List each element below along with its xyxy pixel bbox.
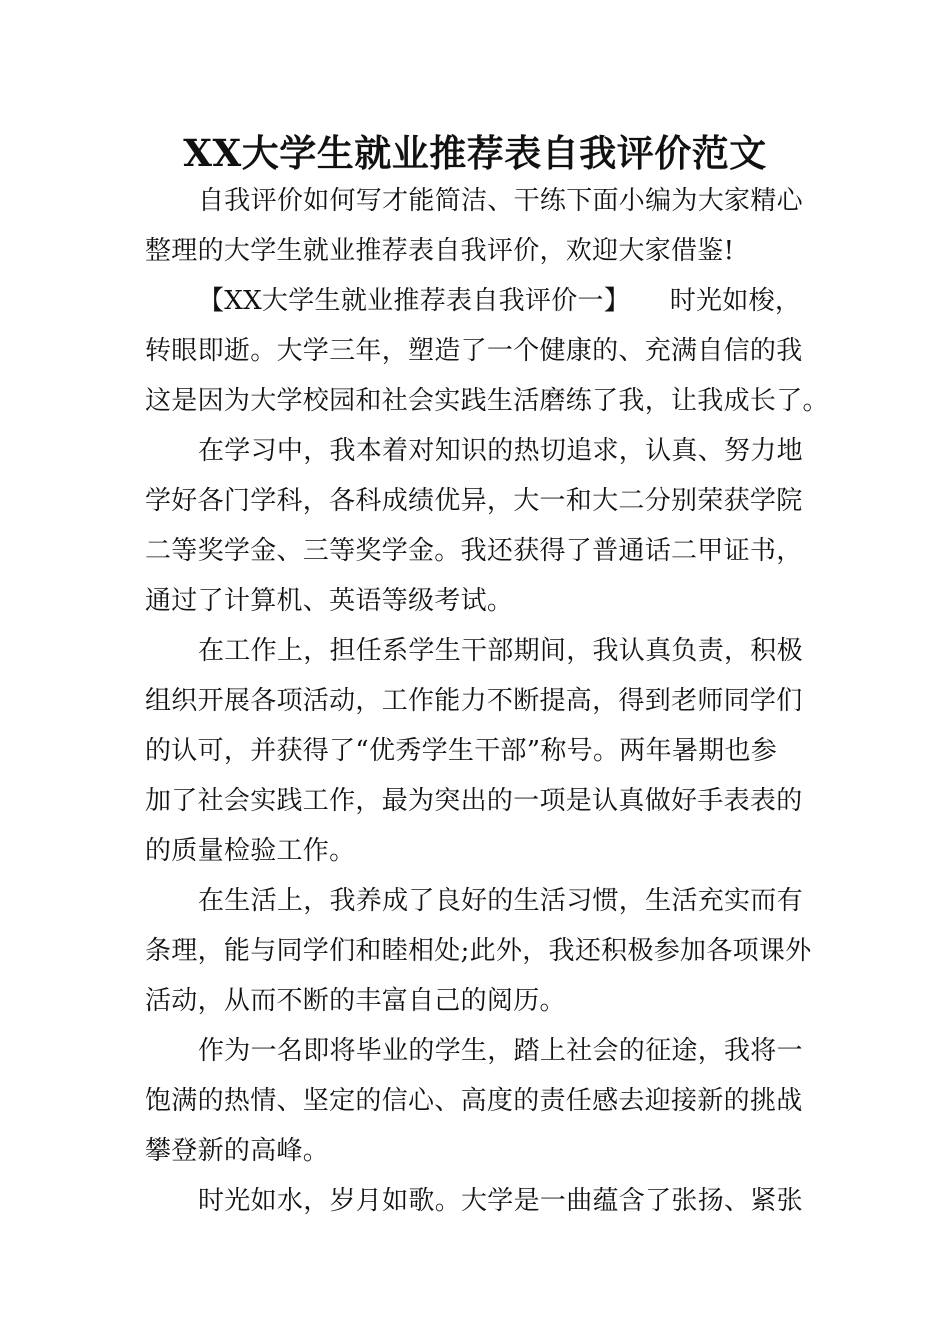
paragraph-line: 在工作上，担任系学生干部期间，我认真负责，积极 [198,636,803,666]
document-title: XX大学生就业推荐表自我评价范文 [183,131,767,175]
paragraph-line: 活动，从而不断的丰富自己的阅历。 [145,986,566,1016]
paragraph-line: 的认可，并获得了“优秀学生干部”称号。两年暑期也参 [145,736,778,766]
paragraph-line: 饱满的热情、坚定的信心、高度的责任感去迎接新的挑战 [145,1086,803,1116]
paragraph-line: 整理的大学生就业推荐表自我评价，欢迎大家借鉴! [145,236,735,266]
paragraph-line: 攀登新的高峰。 [145,1136,330,1166]
paragraph-line: 时光如水，岁月如歌。大学是一曲蕴含了张扬、紧张 [198,1186,803,1216]
paragraph-line: 的质量检验工作。 [145,836,356,866]
paragraph-line: 加了社会实践工作，最为突出的一项是认真做好手表表的 [145,786,803,816]
paragraph-line: 在学习中，我本着对知识的热切追求，认真、努力地 [198,436,803,466]
paragraph-line: 自我评价如何写才能简洁、干练下面小编为大家精心 [198,186,803,216]
paragraph-line: 转眼即逝。大学三年，塑造了一个健康的、充满自信的我 [145,336,803,366]
paragraph-line: 作为一名即将毕业的学生，踏上社会的征途，我将一 [198,1036,803,1066]
paragraph-line: 在生活上，我养成了良好的生活习惯，生活充实而有 [198,886,803,916]
paragraph-line: 【XX大学生就业推荐表自我评价一】 时光如梭， [198,286,802,316]
paragraph-line: 通过了计算机、英语等级考试。 [145,586,514,616]
paragraph-line: 组织开展各项活动，工作能力不断提高，得到老师同学们 [145,686,803,716]
paragraph-line: 学好各门学科，各科成绩优异，大一和大二分别荣获学院 [145,486,803,516]
paragraph-line: 条理，能与同学们和睦相处;此外，我还积极参加各项课外 [145,936,812,966]
paragraph-line: 二等奖学金、三等奖学金。我还获得了普通话二甲证书， [145,536,803,566]
paragraph-line: 这是因为大学校园和社会实践生活磨练了我，让我成长了。 [145,386,829,416]
